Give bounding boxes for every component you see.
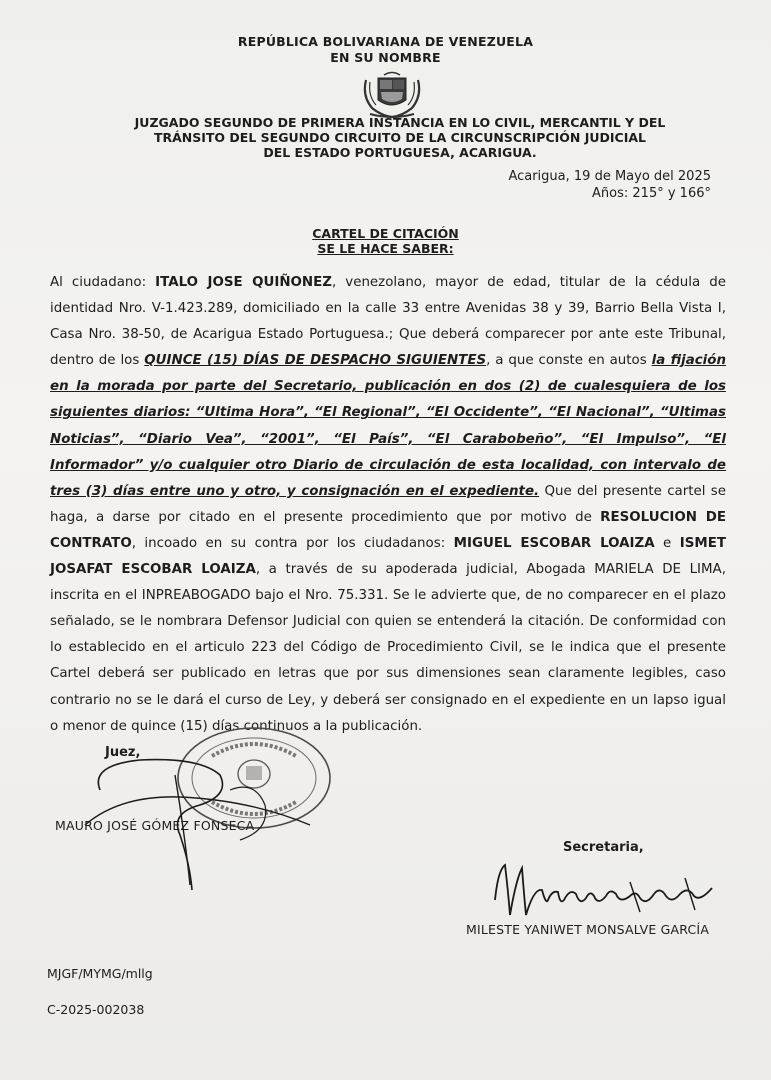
body-identity: , venezolano, mayor de edad, titular de la cédula de identidad Nro. V-1.423.289, domiciliado en la calle 33 entre Avenidas 38 y 39, Barrio Bella Vista I, Casa Nro. 38-50, de Acarigua Estado Portuguesa.; Que deberá comparecer por ante este Tribunal, dentro de los (50, 275, 726, 369)
date-block (508, 168, 711, 202)
body-incoado: , incoado en su contra por los ciudadanos: (131, 535, 454, 551)
cartel-subtitle: SE LE HACE SABER: (317, 241, 454, 256)
body-conste: , a que conste en autos (486, 353, 652, 369)
body-cartel: Que del presente cartel se haga, a darse por citado en el presente procedimiento que por motivo de (50, 483, 726, 525)
judge-name: MAURO JOSÉ GÓMEZ FONSECA (55, 818, 255, 833)
secretary-label: Secretaria, (563, 840, 644, 855)
defendant-name: ITALO JOSE QUIÑONEZ (155, 275, 332, 290)
header-en-su-nombre: EN SU NOMBRE (330, 50, 441, 65)
term-days: QUINCE (15) DÍAS DE DESPACHO SIGUIENTES (144, 353, 487, 369)
body-rest: , a través de su apoderada judicial, Abogada MARIELA DE LIMA, inscrita en el INPREABOGADO bajo el Nro. 75.331. Se le advierte que, de no comparecer en el plazo señalado, se le nombrara Defensor Judicial con quien se entenderá la citación. De conformidad con lo establecido en el articulo 223 del Código de Procedimiento Civil, se le indica que el presente Cartel deberá ser publicado en letras que por sus dimensiones sean claramente legibles, caso contrario no se le dará el curso de Ley, y deberá ser consignado en el expediente en un lapso igual o menor de quince (15) días continuos a la publicación. (50, 562, 726, 734)
publication-terms: la fijación en la morada por parte del Secretario, publicación en dos (2) de cualesquiera de los siguientes diarios: “Ultima Hora”, “El Regional”, “El Occidente”, “El Nacional”, “Ultimas Noticias”, “Diario Vea”, “2001”, “El País”, “El Carabobeño”, “El Impulso”, “El Informador” y/o cualquier otro Diario de circulación de esta localidad, con intervalo de tres (3) días entre uno y otro, y consignación en el expediente. (50, 353, 726, 499)
plaintiff-2: ISMET JOSAFAT ESCOBAR LOAIZA (50, 535, 726, 578)
body-and: e (654, 535, 680, 551)
court-line-1: JUZGADO SEGUNDO DE PRIMERA INSTANCIA EN LO CIVIL, MERCANTIL Y DEL (134, 115, 666, 130)
motive: RESOLUCION DE CONTRATO (50, 509, 726, 551)
judge-signature (80, 735, 320, 895)
body-intro: Al ciudadano: (50, 275, 156, 290)
header-republic: REPÚBLICA BOLIVARIANA DE VENEZUELA (237, 34, 534, 49)
cartel-title: CARTEL DE CITACIÓN (312, 226, 459, 241)
initials: MJGF/MYMG/mllg (47, 966, 153, 981)
judge-label: Juez, (105, 745, 141, 760)
court-line-2: TRÁNSITO DEL SEGUNDO CIRCUITO DE LA CIRCUNSCRIPCIÓN JUDICIAL (153, 130, 647, 145)
case-number: C-2025-002038 (47, 1002, 145, 1017)
court-line-3: DEL ESTADO PORTUGUESA, ACARIGUA. (263, 145, 537, 160)
body-text (50, 270, 726, 740)
coat-of-arms-icon (358, 70, 426, 120)
place-date: Acarigua, 19 de Mayo del 2025 (508, 169, 711, 184)
years: Años: 215° y 166° (592, 186, 711, 201)
plaintiff-1: MIGUEL ESCOBAR LOAIZA (453, 535, 655, 551)
secretary-signature (490, 860, 725, 925)
secretary-name: MILESTE YANIWET MONSALVE GARCÍA (466, 922, 710, 937)
